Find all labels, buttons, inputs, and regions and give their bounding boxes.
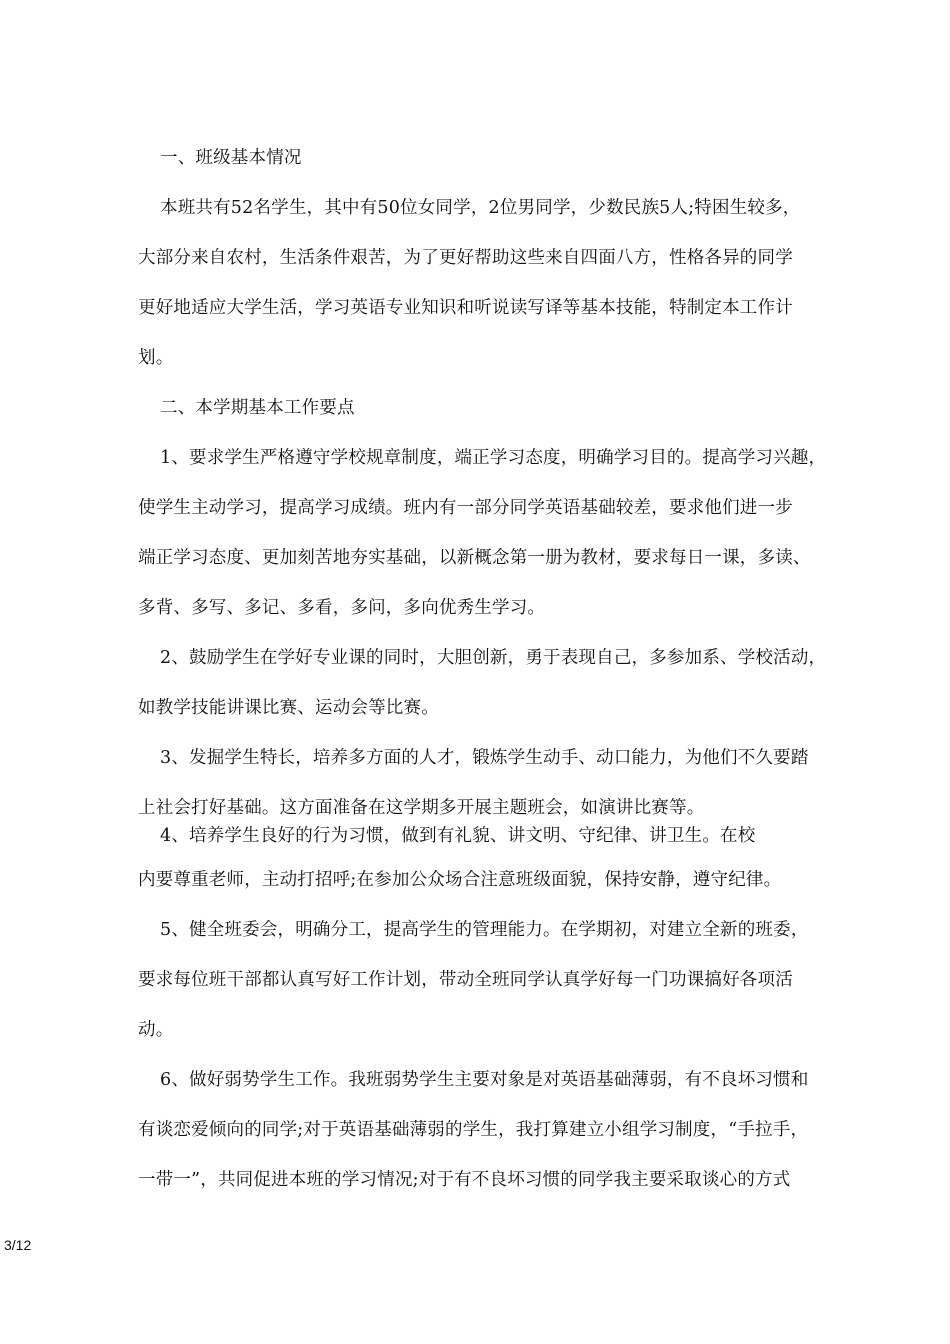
paragraph-line: 内要尊重老师，主动打招呼;在参加公众场合注意班级面貌，保持安静，遵守纪律。 <box>138 870 782 890</box>
paragraph-line: 动。 <box>138 1020 174 1040</box>
paragraph-line: 端正学习态度、更加刻苦地夯实基础，以新概念第一册为教材，要求每日一课，多读、 <box>138 548 811 568</box>
paragraph-line: 5、健全班委会，明确分工，提高学生的管理能力。在学期初，对建立全新的班委， <box>160 920 809 940</box>
section-heading-2: 二、本学期基本工作要点 <box>160 398 355 418</box>
paragraph-line: 一带一”，共同促进本班的学习情况;对于有不良坏习惯的同学我主要采取谈心的方式 <box>138 1170 791 1190</box>
paragraph-line: 要求每位班干部都认真写好工作计划，带动全班同学认真学好每一门功课搞好各项活 <box>138 970 793 990</box>
paragraph-line: 本班共有52名学生，其中有50位女同学，2位男同学，少数民族5人;特困生较多， <box>160 198 801 218</box>
paragraph-line: 6、做好弱势学生工作。我班弱势学生主要对象是对英语基础薄弱，有不良坏习惯和 <box>160 1070 809 1090</box>
paragraph-line: 划。 <box>138 348 174 368</box>
paragraph-line: 4、培养学生良好的行为习惯，做到有礼貌、讲文明、守纪律、讲卫生。在校 <box>160 826 756 846</box>
page-number: 3/12 <box>4 1237 32 1253</box>
paragraph-line: 1、要求学生严格遵守学校规章制度，端正学习态度，明确学习目的。提高学习兴趣， <box>160 448 827 468</box>
section-heading-1: 一、班级基本情况 <box>160 148 302 168</box>
paragraph-line: 有谈恋爱倾向的同学;对于英语基础薄弱的学生，我打算建立小组学习制度，“手拉手， <box>138 1120 809 1140</box>
paragraph-line: 更好地适应大学生活，学习英语专业知识和听说读写译等基本技能，特制定本工作计 <box>138 298 793 318</box>
paragraph-line: 2、鼓励学生在学好专业课的同时，大胆创新，勇于表现自己，多参加系、学校活动， <box>160 648 827 668</box>
paragraph-line: 多背、多写、多记、多看，多问，多向优秀生学习。 <box>138 598 546 618</box>
paragraph-line: 使学生主动学习，提高学习成绩。班内有一部分同学英语基础较差，要求他们进一步 <box>138 498 793 518</box>
paragraph-line: 大部分来自农村，生活条件艰苦，为了更好帮助这些来自四面八方，性格各异的同学 <box>138 248 793 268</box>
paragraph-line: 如教学技能讲课比赛、运动会等比赛。 <box>138 698 439 718</box>
paragraph-line: 上社会打好基础。这方面准备在这学期多开展主题班会，如演讲比赛等。 <box>138 798 705 818</box>
paragraph-line: 3、发掘学生特长，培养多方面的人才，锻炼学生动手、动口能力，为他们不久要踏 <box>160 748 809 768</box>
